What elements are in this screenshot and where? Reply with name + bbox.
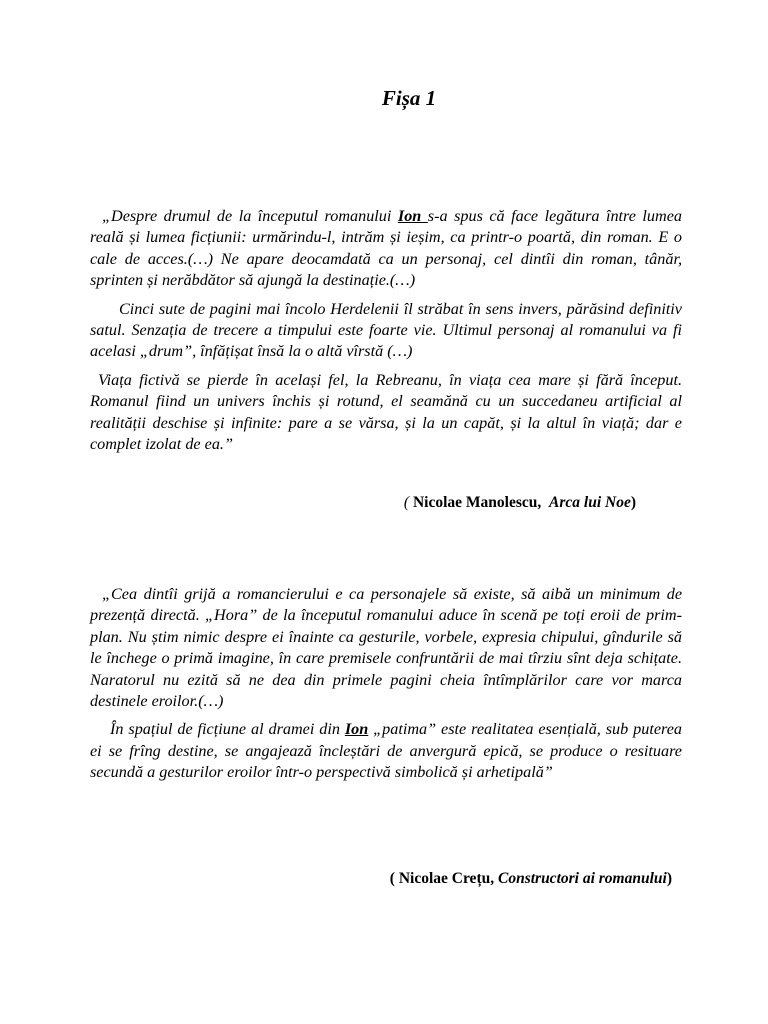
- quote-cretu: [90, 584, 682, 791]
- citation-cretu: [390, 870, 672, 888]
- page-title: Fișa 1: [381, 86, 437, 110]
- citation-manolescu: [404, 494, 636, 512]
- citation-book-title: Constructori ai romanului: [497, 870, 667, 887]
- citation-close-paren: ): [630, 494, 636, 511]
- citation-author: Nicolae Crețu,: [398, 870, 495, 887]
- novel-title-ion: Ion: [344, 720, 369, 739]
- quote-manolescu: [90, 206, 682, 462]
- quote-text: s-a spus că face legătura între lumea reală și lumea ficțiunii: urmărindu-l, intrăm și ieșim, ca printr-o poartă, din roman. E o cale de acces.(…) Ne apare deocamdată ca un personaj, cel dintîi din roman, tânăr, sprinten și nerăbdător să ajungă la destinație.(…): [90, 207, 682, 290]
- citation-close-paren: ): [666, 870, 672, 887]
- quote-text: În spațiul de ficțiune al dramei din: [110, 720, 345, 739]
- quote-paragraph: [90, 719, 682, 783]
- quote-paragraph: Cinci sute de pagini mai încolo Herdelenii îl străbat în sens invers, părăsind definitiv satul. Senzația de trecere a timpului este foarte vie. Ultimul personaj al romanului va fi acelasi „drum”, înfățișat însă la o altă vîrstă (…): [90, 299, 682, 361]
- quote-text: „patima” este realitatea esențială, sub puterea ei se frîng destine, se angajează încleștări de anvergură epică, se produce o resituare secundă a gesturilor eroilor într-o perspectivă simbolică și arhetipală”: [90, 720, 682, 782]
- citation-author: Nicolae Manolescu,: [412, 494, 542, 511]
- novel-title-ion: Ion: [397, 207, 428, 225]
- citation-book-title: Arca lui Noe: [549, 494, 631, 511]
- quote-paragraph: [90, 206, 682, 292]
- quote-paragraph: „Cea dintîi grijă a romancierului e ca personajele să existe, să aibă un minimum de prezență directă. „Hora” de la începutul romanului aduce în scenă pe toți eroii de prim-plan. Nu știm nimic despre ei înainte ca gesturile, vorbele, expresia chipului, gîndurile să le închege o primă imagine, în care premisele confruntării de mai tîrziu sînt deja schițate. Naratorul nu ezită să ne dea din primele pagini cheia întîmplărilor care vor marca destinele eroilor.(…): [90, 585, 682, 711]
- quote-text: „Despre drumul de la începutul romanului: [102, 207, 398, 225]
- citation-open-paren: (: [389, 870, 399, 887]
- quote-paragraph: Viața fictivă se pierde în același fel, la Rebreanu, în viața cea mare și fără început. Romanul fiind un univers închis și rotund, el seamănă cu un succedaneu artificial al realității deschise și infinite: pare a se vărsa, și la un capăt, și la altul în viață; dar e complet izolat de ea.”: [90, 370, 682, 454]
- citation-open-paren: (: [403, 494, 413, 511]
